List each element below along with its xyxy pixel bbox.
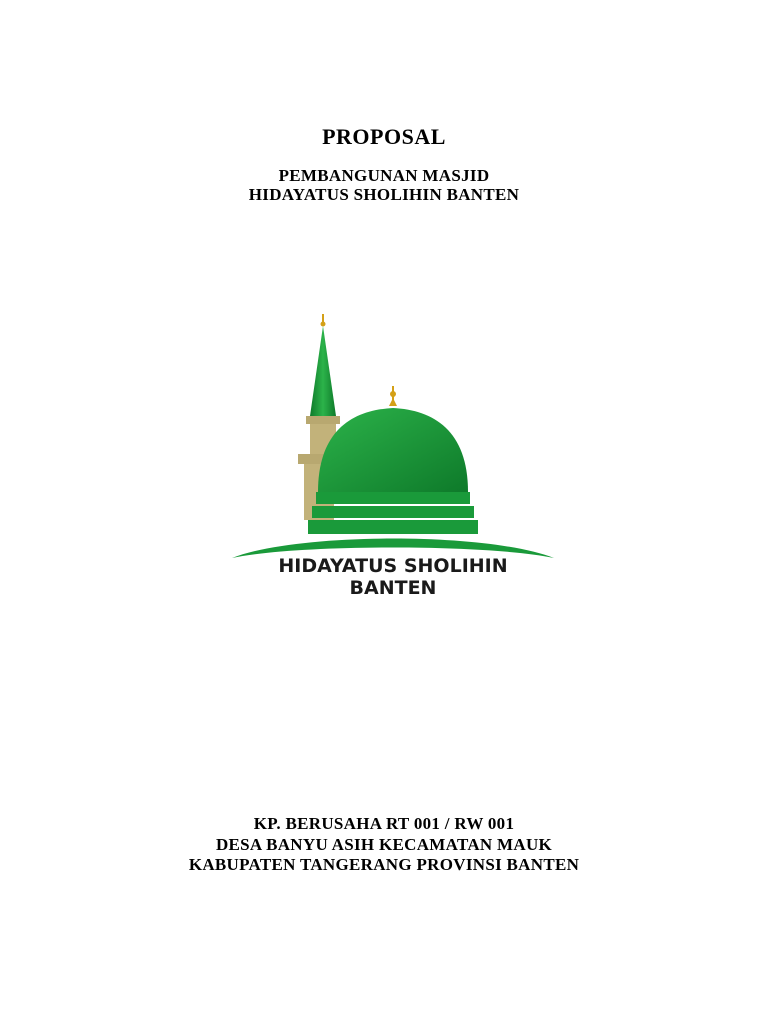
logo-text-line-2: BANTEN (349, 577, 437, 599)
dome (318, 408, 468, 492)
address-line-3: KABUPATEN TANGERANG PROVINSI BANTEN (188, 855, 580, 874)
minaret-finial-icon (321, 314, 326, 327)
dome-tier-2 (312, 506, 474, 518)
dome-tier-3 (308, 520, 478, 534)
minaret-balcony (306, 416, 340, 424)
logo-text-line-1: HIDAYATUS SHOLIHIN (278, 555, 508, 577)
mosque-logo (228, 310, 558, 600)
document-subtitle-line-1: PEMBANGUNAN MASJID (278, 166, 490, 185)
document-title: PROPOSAL (322, 124, 446, 149)
minaret-spire (310, 326, 336, 416)
address-line-1: KP. BERUSAHA RT 001 / RW 001 (253, 814, 515, 833)
mosque-dome-minaret-icon (228, 310, 558, 600)
dome-finial-icon (389, 386, 397, 406)
dome-tier-1 (316, 492, 470, 504)
address-line-2: DESA BANYU ASIH KECAMATAN MAUK (215, 835, 553, 854)
document-subtitle-line-2: HIDAYATUS SHOLIHIN BANTEN (248, 185, 520, 204)
